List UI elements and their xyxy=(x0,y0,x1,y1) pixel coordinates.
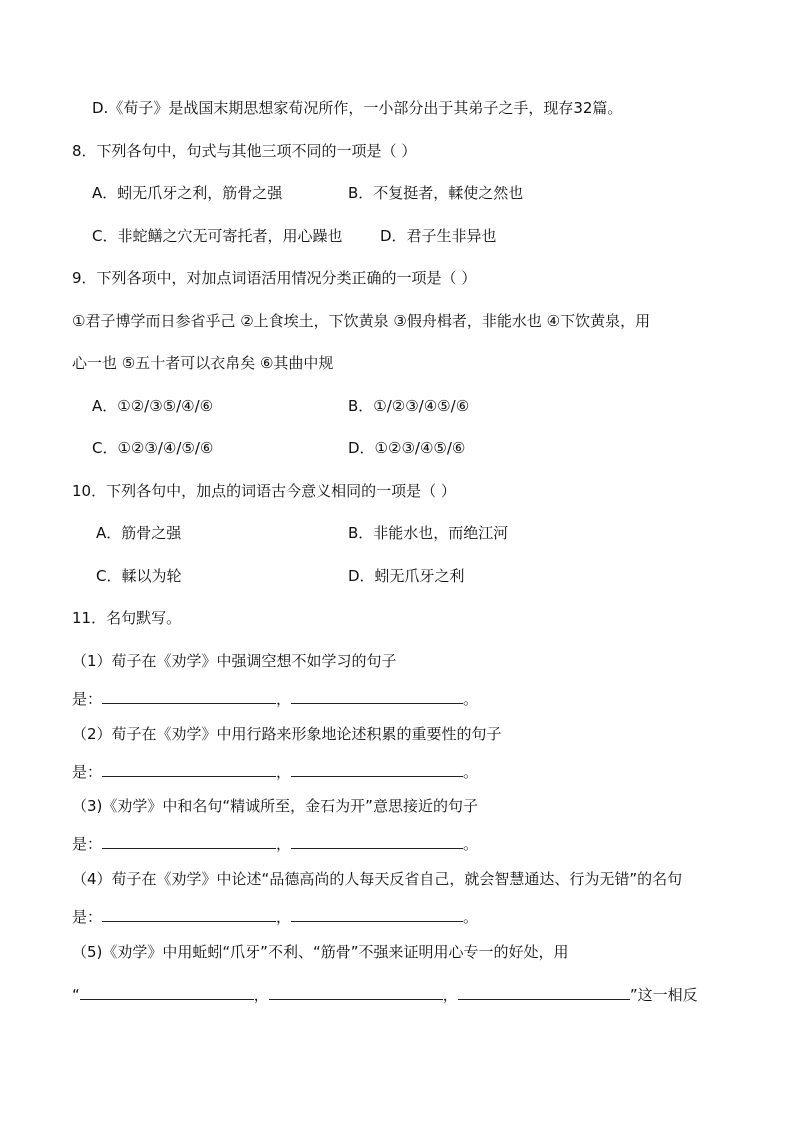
q11-s2-prompt: （2）荀子在《劝学》中用行路来形象地论述积累的重要性的句子 xyxy=(72,725,502,743)
answer-blank[interactable] xyxy=(291,834,463,849)
q9-option-a: A．①②/③⑤/④/⑥ xyxy=(92,397,214,415)
q10-stem: 10．下列各句中，加点的词语古今意义相同的一项是（ ） xyxy=(72,482,456,500)
open-quote: “ xyxy=(72,986,80,1004)
comma: ， xyxy=(276,908,292,926)
period: 。 xyxy=(463,908,479,926)
period: 。 xyxy=(463,763,479,781)
q11-s4-answer xyxy=(72,907,478,927)
period: 。 xyxy=(463,835,479,853)
answer-blank[interactable] xyxy=(269,985,443,1000)
answer-blank[interactable] xyxy=(458,985,630,1000)
comma: ， xyxy=(276,690,292,708)
q9-option-c: C．①②③/④/⑤/⑥ xyxy=(92,439,214,457)
q10-option-a: A．筋骨之强 xyxy=(96,524,182,542)
q11-s3-answer xyxy=(72,834,478,854)
answer-blank[interactable] xyxy=(291,762,463,777)
comma: ， xyxy=(253,986,269,1004)
answer-blank[interactable] xyxy=(291,689,463,704)
q10-option-d: D．蚓无爪牙之利 xyxy=(348,567,465,585)
q9-items-line1: ①君子博学而日参省乎己 ②上食埃土，下饮黄泉 ③假舟楫者，非能水也 ④下饮黄泉，用 xyxy=(72,312,651,330)
q10-option-c: C．輮以为轮 xyxy=(96,567,182,585)
period: 。 xyxy=(463,690,479,708)
answer-blank[interactable] xyxy=(80,985,254,1000)
q8-stem: 8．下列各句中，句式与其他三项不同的一项是（ ） xyxy=(72,142,417,160)
q8-option-d: D．君子生非异也 xyxy=(380,227,497,245)
answer-prefix: 是： xyxy=(72,690,103,708)
q11-s1-prompt: （1）荀子在《劝学》中强调空想不如学习的句子 xyxy=(72,652,397,670)
q11-s3-prompt: （3)《劝学》中和名句“精诚所至，金石为开”意思接近的句子 xyxy=(72,797,478,815)
answer-blank[interactable] xyxy=(102,834,276,849)
answer-prefix: 是： xyxy=(72,763,103,781)
answer-blank[interactable] xyxy=(291,907,463,922)
q11-s1-answer xyxy=(72,689,478,709)
q11-stem: 11．名句默写。 xyxy=(72,609,182,627)
q9-option-d: D．①②③/④⑤/⑥ xyxy=(348,439,466,457)
q11-s5-prompt: （5)《劝学》中用蚯蚓“爪牙”不利、“筋骨”不强来证明用心专一的好处，用 xyxy=(72,943,569,961)
q8-option-b: B．不复挺者，輮使之然也 xyxy=(348,184,524,202)
q11-s4-prompt: （4）荀子在《劝学》中论述“品德高尚的人每天反省自己，就会智慧通达、行为无错”的名句 xyxy=(72,870,683,888)
comma: ， xyxy=(276,763,292,781)
q10-option-b: B．非能水也，而绝江河 xyxy=(348,524,509,542)
answer-prefix: 是： xyxy=(72,908,103,926)
q9-items-line2: 心一也 ⑤五十者可以衣帛矣 ⑥其曲中规 xyxy=(72,354,334,372)
answer-blank[interactable] xyxy=(102,689,276,704)
answer-blank[interactable] xyxy=(102,762,276,777)
q8-option-c: C．非蛇鳝之穴无可寄托者，用心躁也 xyxy=(92,227,343,245)
answer-blank[interactable] xyxy=(102,907,276,922)
q11-s2-answer xyxy=(72,762,478,782)
answer-prefix: 是： xyxy=(72,835,103,853)
comma: ， xyxy=(442,986,458,1004)
comma: ， xyxy=(276,835,292,853)
q11-s5-answer xyxy=(72,985,698,1005)
q9-option-b: B．①/②③/④⑤/⑥ xyxy=(348,397,470,415)
q7-option-d: D.《荀子》是战国末期思想家荀况所作，一小部分出于其弟子之手，现存32篇。 xyxy=(92,99,623,117)
q8-option-a: A．蚓无爪牙之利，筋骨之强 xyxy=(92,184,283,202)
q9-stem: 9．下列各项中，对加点词语活用情况分类正确的一项是（ ） xyxy=(72,269,477,287)
close-tail: ”这一相反 xyxy=(629,986,698,1004)
